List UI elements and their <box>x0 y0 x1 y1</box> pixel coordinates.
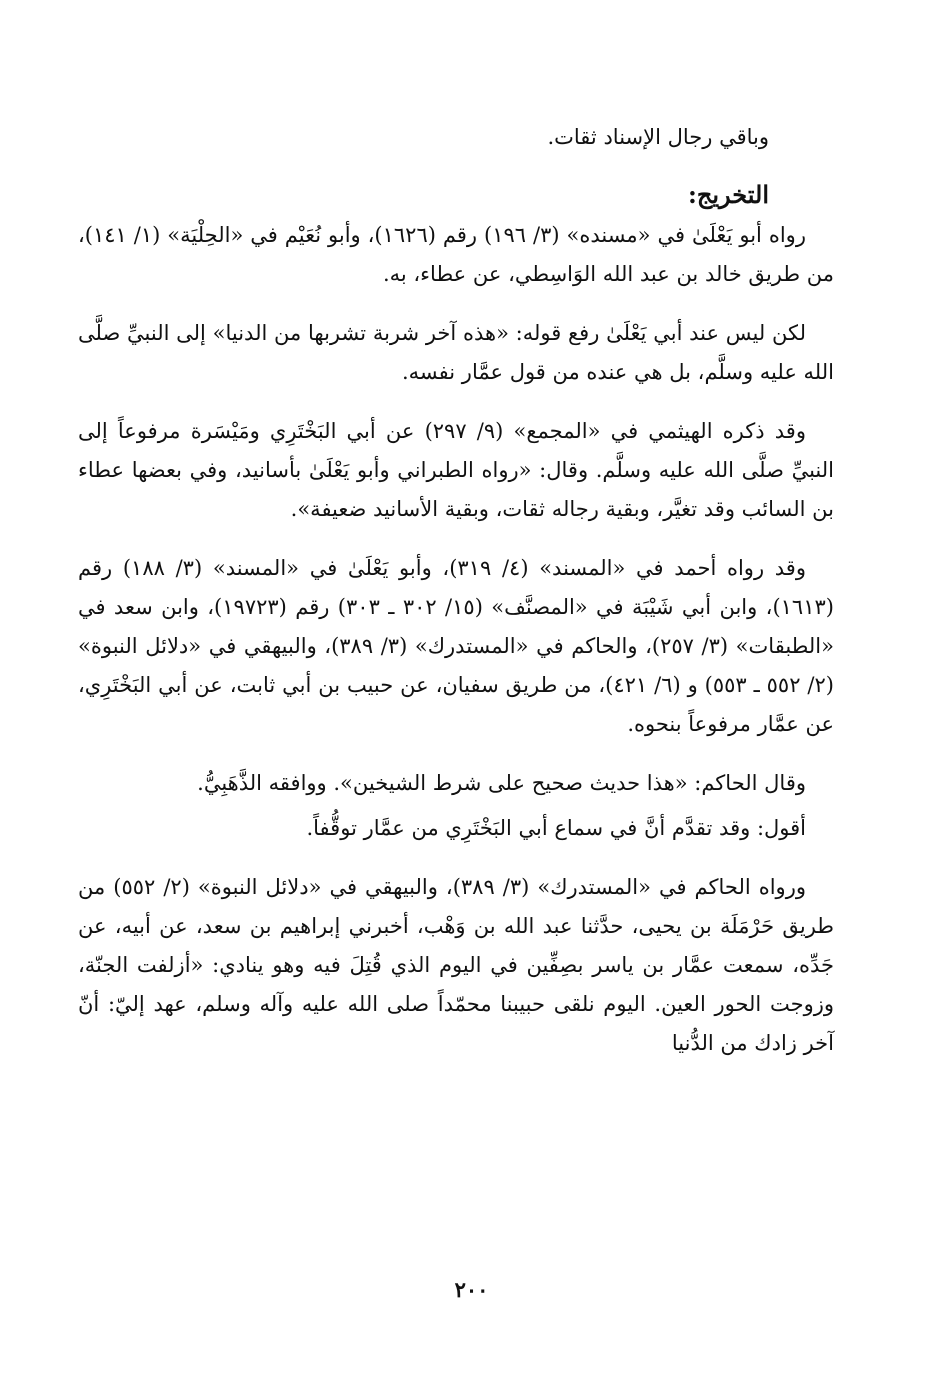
paragraph-4: وقد رواه أحمد في «المسند» (٤/ ٣١٩)، وأبو يَعْلَىٰ في «المسند» (٣/ ١٨٨) رقم (١٦١٣)، وابن أبي شَيْبَة في «المصنَّف» (١٥/ ٣٠٢ ـ ٣٠٣) رقم (١٩٧٢٣)، وابن سعد في «الطبقات» (٣/ ٢٥٧)، والحاكم في «المستدرك» (٣/ ٣٨٩)، والبيهقي في «دلائل النبوة» (٢/ ٥٥٢ ـ ٥٥٣) و (٦/ ٤٢١)، من طريق سفيان، عن حبيب بن أبي ثابت، عن أبي البَخْتَرِي، عن عمَّار مرفوعاً بنحوه. <box>78 556 834 736</box>
paragraph-3: وقد ذكره الهيثمي في «المجمع» (٩/ ٢٩٧) عن أبي البَخْتَرِي ومَيْسَرة مرفوعاً إلى النبيِّ صلَّى الله عليه وسلَّم. وقال: «رواه الطبراني وأبو يَعْلَىٰ بأسانيد، وفي بعضها عطاء بن السائب وقد تغيَّر، وبقية رجاله ثقات، وبقية الأسانيد ضعيفة». <box>78 419 834 521</box>
paragraph-7: ورواه الحاكم في «المستدرك» (٣/ ٣٨٩)، والبيهقي في «دلائل النبوة» (٢/ ٥٥٢) من طريق حَرْمَلَة بن يحيى، حدَّثنا عبد الله بن وَهْب، أخبرني إبراهيم بن سعد، عن أبيه، عن جَدِّه، سمعت عمَّار بن ياسر بصِفِّين في اليوم الذي قُتِلَ فيه وهو ينادي: «أزلفت الجنّة، وزوجت الحور العين. اليوم نلقى حبيبنا محمّداً صلى الله عليه وآله وسلم، عهد إليّ: أنّ آخر زادك من الدُّنيا <box>78 875 834 1055</box>
page-number: ٢٠٠ <box>454 1277 489 1302</box>
paragraph-6: أقول: وقد تقدَّم أنَّ في سماع أبي البَخْتَرِي من عمَّار توقُّفاً. <box>306 816 806 840</box>
paragraph-1: رواه أبو يَعْلَىٰ في «مسنده» (٣/ ١٩٦) رقم (١٦٢٦)، وأبو نُعَيْم في «الحِلْيَة» (١/ ١٤١)، من طريق خالد بن عبد الله الوَاسِطي، عن عطاء، به. <box>78 223 834 286</box>
document-page <box>78 118 834 1063</box>
section-heading: التخريج: <box>688 180 769 209</box>
intro-line: وباقي رجال الإسناد ثقات. <box>547 125 769 149</box>
paragraph-5: وقال الحاكم: «هذا حديث صحيح على شرط الشيخين». ووافقه الذَّهَبِيُّ. <box>197 771 806 795</box>
paragraph-2: لكن ليس عند أبي يَعْلَىٰ رفع قوله: «هذه آخر شربة تشربها من الدنيا» إلى النبيِّ صلَّى الله عليه وسلَّم، بل هي عنده من قول عمَّار نفسه. <box>78 321 834 384</box>
